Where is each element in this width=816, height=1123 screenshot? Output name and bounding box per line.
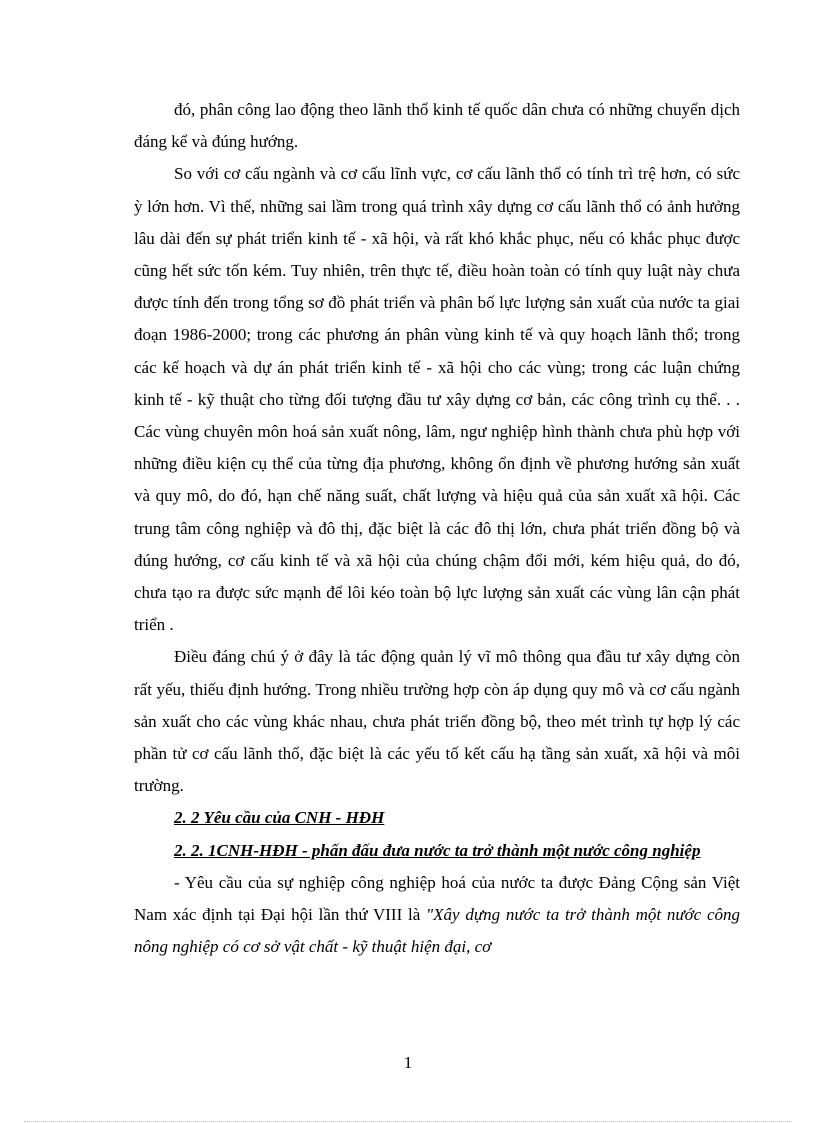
paragraph-4-quote: "Xây dựng nước ta trở thành một nước công nông nghiệp có cơ sở vật chất - kỹ thuật hiện đại, cơ — [134, 905, 741, 957]
paragraph-3: Điều đáng chú ý ở đây là tác động quản lý vĩ mô thông qua đầu tư xây dựng còn rất yếu, thiếu định hướng. Trong nhiều trường hợp còn áp dụng quy mô và cơ cấu ngành sản xuất cho các vùng khác nhau, chưa phát triển đồng bộ, theo mét trình tự hợp lý các phần tử cơ cấu lãnh thổ, đặc biệt là các yếu tố kết cấu hạ tầng sản xuất, xã hội và môi trường. — [134, 647, 740, 796]
section-heading-2-2-1: 2. 2. 1CNH-HĐH - phấn đấu đưa nước ta trở thành một nước công nghiệp — [174, 840, 701, 860]
paragraph-1: đó, phân công lao động theo lãnh thổ kinh tế quốc dân chưa có những chuyển dịch đáng kể và đúng hướng. — [134, 100, 740, 152]
section-heading-2-2: 2. 2 Yêu cầu của CNH - HĐH — [174, 808, 385, 828]
paragraph-2: So với cơ cấu ngành và cơ cấu lĩnh vực, cơ cấu lãnh thổ có tính trì trệ hơn, có sức ỳ lớn hơn. Vì thế, những sai lầm trong quá trình xây dựng cơ cấu lãnh thổ có ảnh hưởng lâu dài đến sự phát triển kinh tế - xã hội, và rất khó khắc phục, nếu có khắc phục được cũng hết sức tốn kém. Tuy nhiên, trên thực tế, điều hoàn toàn có tính quy luật này chưa được tính đến trong tổng sơ đồ phát triển và phân bố lực lượng sản xuất của nước ta giai đoạn 1986-2000; trong các phương án phân vùng kinh tế và quy hoạch lãnh thổ; trong các kế hoạch và dự án phát triển kinh tế - xã hội cho các vùng; trong các luận chứng kinh tế - kỹ thuật cho từng đối tượng đầu tư xây dựng cơ bản, các công trình cụ thể. . . Các vùng chuyên môn hoá sản xuất nông, lâm, ngư nghiệp hình thành chưa phù hợp với những điều kiện cụ thể của từng địa phương, không ổn định về phương hướng sản xuất và quy mô, do đó, hạn chế năng suất, chất lượng và hiệu quả của sản xuất xã hội. Các trung tâm công nghiệp và đô thị, đặc biệt là các đô thị lớn, chưa phát triển đồng bộ và đúng hướng, cơ cấu kinh tế và xã hội của chúng chậm đổi mới, kém hiệu quả, do đó, chưa tạo ra được sức mạnh để lôi kéo toàn bộ lực lượng sản xuất các vùng lân cận phát triển . — [134, 164, 740, 635]
paragraph-4-lead: - Yêu cầu của sự nghiệp công nghiệp hoá của nước ta được Đảng Cộng sản Việt Nam xác định tại Đại hội lần thứ VIII là — [134, 872, 740, 925]
page-number: 1 — [403, 1053, 413, 1072]
body-text — [134, 94, 740, 963]
paragraph-4 — [134, 867, 740, 964]
page-bottom-divider — [24, 1121, 792, 1122]
